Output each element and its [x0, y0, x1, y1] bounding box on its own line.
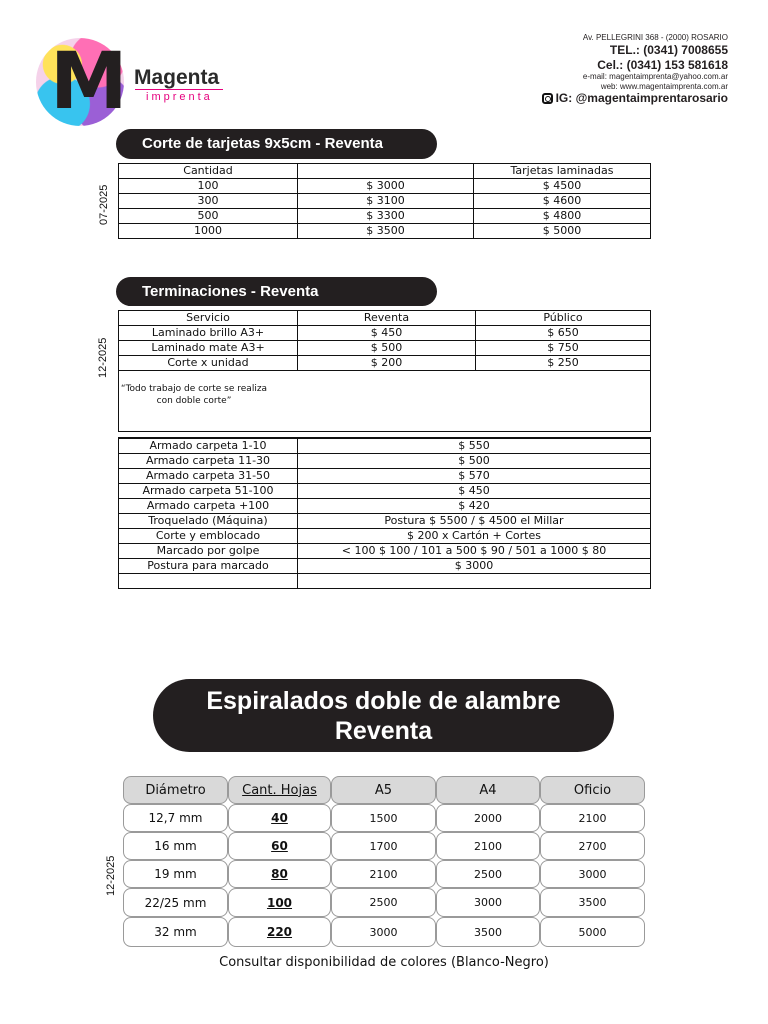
- service-cell: Armado carpeta 1-10: [119, 438, 298, 454]
- sheets-cell: 40: [228, 804, 331, 832]
- oficio-price-cell: 3500: [540, 888, 645, 917]
- contact-email: e-mail: magentaimprenta@yahoo.com.ar: [582, 72, 728, 81]
- section1-date: 07-2025: [98, 184, 110, 225]
- diameter-cell: 19 mm: [123, 860, 228, 888]
- a5-price-cell: 1500: [331, 804, 436, 832]
- oficio-price-cell: 2700: [540, 832, 645, 860]
- table-row: [119, 341, 651, 356]
- public-price-cell: $ 250: [476, 356, 651, 371]
- table-row: [119, 356, 651, 371]
- sheets-cell: 220: [228, 917, 331, 947]
- service-cell: Armado carpeta 31-50: [119, 469, 298, 484]
- price-cell: $ 3100: [298, 194, 474, 209]
- price-laminated-cell: $ 5000: [474, 224, 651, 239]
- a5-price-cell: 2100: [331, 860, 436, 888]
- service-cell: Laminado mate A3+: [119, 341, 298, 356]
- table-row: [119, 438, 651, 454]
- a4-price-cell: 2100: [436, 832, 540, 860]
- colors-footnote: Consultar disponibilidad de colores (Blanco-Negro): [219, 955, 549, 970]
- section3-title: [153, 679, 614, 752]
- section3-date: 12-2025: [105, 855, 117, 896]
- service-cell: Corte x unidad: [119, 356, 298, 371]
- table-row: [119, 514, 651, 529]
- table-row: [119, 469, 651, 484]
- note-cell: [119, 371, 651, 432]
- oficio-price-cell: 5000: [540, 917, 645, 947]
- sheets-cell: 60: [228, 832, 331, 860]
- diameter-cell: 16 mm: [123, 832, 228, 860]
- price-cell: $ 200 x Cartón + Cortes: [298, 529, 651, 544]
- price-cell: $ 3000: [298, 179, 474, 194]
- resale-price-cell: $ 200: [298, 356, 476, 371]
- service-cell: Laminado brillo A3+: [119, 326, 298, 341]
- a5-price-cell: 1700: [331, 832, 436, 860]
- table-row: [119, 454, 651, 469]
- service-cell: Armado carpeta +100: [119, 499, 298, 514]
- price-cell: [298, 574, 651, 589]
- price-cell: $ 420: [298, 499, 651, 514]
- header-cell: Tarjetas laminadas: [474, 164, 651, 179]
- services-table: [118, 437, 651, 589]
- section3-title-line1: Espiralados doble de alambre: [206, 687, 561, 715]
- table-row: [119, 574, 651, 589]
- finishing-table: [118, 310, 651, 432]
- qty-cell: 100: [119, 179, 298, 194]
- qty-cell: 1000: [119, 224, 298, 239]
- contact-ig-handle: IG: @magentaimprentarosario: [555, 91, 728, 105]
- price-cell: $ 550: [298, 438, 651, 454]
- logo-letter: M: [50, 37, 128, 127]
- sheets-cell: 80: [228, 860, 331, 888]
- table-header-row: [119, 164, 651, 179]
- a5-price-cell: 3000: [331, 917, 436, 947]
- a4-price-cell: 3500: [436, 917, 540, 947]
- a4-price-cell: 3000: [436, 888, 540, 917]
- diameter-cell: 32 mm: [123, 917, 228, 947]
- table-row: [119, 559, 651, 574]
- oficio-price-cell: 3000: [540, 860, 645, 888]
- brand-name: Magenta: [134, 66, 220, 89]
- instagram-icon: [542, 93, 553, 104]
- price-cell: $ 3500: [298, 224, 474, 239]
- service-cell: [119, 574, 298, 589]
- section3-title-line2: Reventa: [334, 717, 433, 745]
- note-row: [119, 371, 651, 432]
- table-row: [119, 194, 651, 209]
- price-cell: $ 450: [298, 484, 651, 499]
- header-cell: Público: [476, 311, 651, 326]
- table-row: [119, 499, 651, 514]
- brand-divider: [135, 89, 223, 90]
- contact-ig: [542, 92, 728, 104]
- cards-table: [118, 163, 651, 239]
- table-row: [119, 326, 651, 341]
- header-cell: A5: [331, 776, 436, 804]
- a5-price-cell: 2500: [331, 888, 436, 917]
- a4-price-cell: 2500: [436, 860, 540, 888]
- table-header-row: [119, 311, 651, 326]
- service-cell: Postura para marcado: [119, 559, 298, 574]
- public-price-cell: $ 750: [476, 341, 651, 356]
- diameter-cell: 22/25 mm: [123, 888, 228, 917]
- diameter-cell: 12,7 mm: [123, 804, 228, 832]
- price-cell: $ 500: [298, 454, 651, 469]
- header-cell: Servicio: [119, 311, 298, 326]
- table-row: [119, 544, 651, 559]
- price-laminated-cell: $ 4500: [474, 179, 651, 194]
- price-laminated-cell: $ 4600: [474, 194, 651, 209]
- price-cell: $ 3000: [298, 559, 651, 574]
- price-cell: $ 570: [298, 469, 651, 484]
- price-laminated-cell: $ 4800: [474, 209, 651, 224]
- header-cell: Cant. Hojas: [228, 776, 331, 804]
- table-row: [119, 484, 651, 499]
- sheets-cell: 100: [228, 888, 331, 917]
- service-cell: Armado carpeta 11-30: [119, 454, 298, 469]
- service-cell: Armado carpeta 51-100: [119, 484, 298, 499]
- contact-cel: Cel.: (0341) 153 581618: [597, 58, 728, 72]
- service-cell: Troquelado (Máquina): [119, 514, 298, 529]
- header-cell: Oficio: [540, 776, 645, 804]
- a4-price-cell: 2000: [436, 804, 540, 832]
- section2-date: 12-2025: [97, 337, 109, 378]
- brand-sub: imprenta: [146, 91, 213, 103]
- section1-title: Corte de tarjetas 9x5cm - Reventa: [116, 129, 437, 159]
- header-cell: Reventa: [298, 311, 476, 326]
- contact-address: Av. PELLEGRINI 368 - (2000) ROSARIO: [582, 33, 728, 42]
- table-row: [119, 529, 651, 544]
- service-cell: Marcado por golpe: [119, 544, 298, 559]
- price-cell: $ 3300: [298, 209, 474, 224]
- qty-cell: 300: [119, 194, 298, 209]
- resale-price-cell: $ 450: [298, 326, 476, 341]
- table-row: [119, 224, 651, 239]
- contact-tel: TEL.: (0341) 7008655: [609, 43, 728, 57]
- cut-note: “Todo trabajo de corte se realiza con doble corte”: [120, 384, 268, 406]
- service-cell: Corte y emblocado: [119, 529, 298, 544]
- oficio-price-cell: 2100: [540, 804, 645, 832]
- header-cell: A4: [436, 776, 540, 804]
- contact-web: web: www.magentaimprenta.com.ar: [600, 82, 728, 91]
- price-cell: Postura $ 5500 / $ 4500 el Millar: [298, 514, 651, 529]
- resale-price-cell: $ 500: [298, 341, 476, 356]
- header-cell: Diámetro: [123, 776, 228, 804]
- qty-cell: 500: [119, 209, 298, 224]
- price-cell: < 100 $ 100 / 101 a 500 $ 90 / 501 a 1000 $ 80: [298, 544, 651, 559]
- table-row: [119, 179, 651, 194]
- table-row: [119, 209, 651, 224]
- public-price-cell: $ 650: [476, 326, 651, 341]
- header-cell: [298, 164, 474, 179]
- header-cell: Cantidad: [119, 164, 298, 179]
- section2-title: Terminaciones - Reventa: [116, 277, 437, 306]
